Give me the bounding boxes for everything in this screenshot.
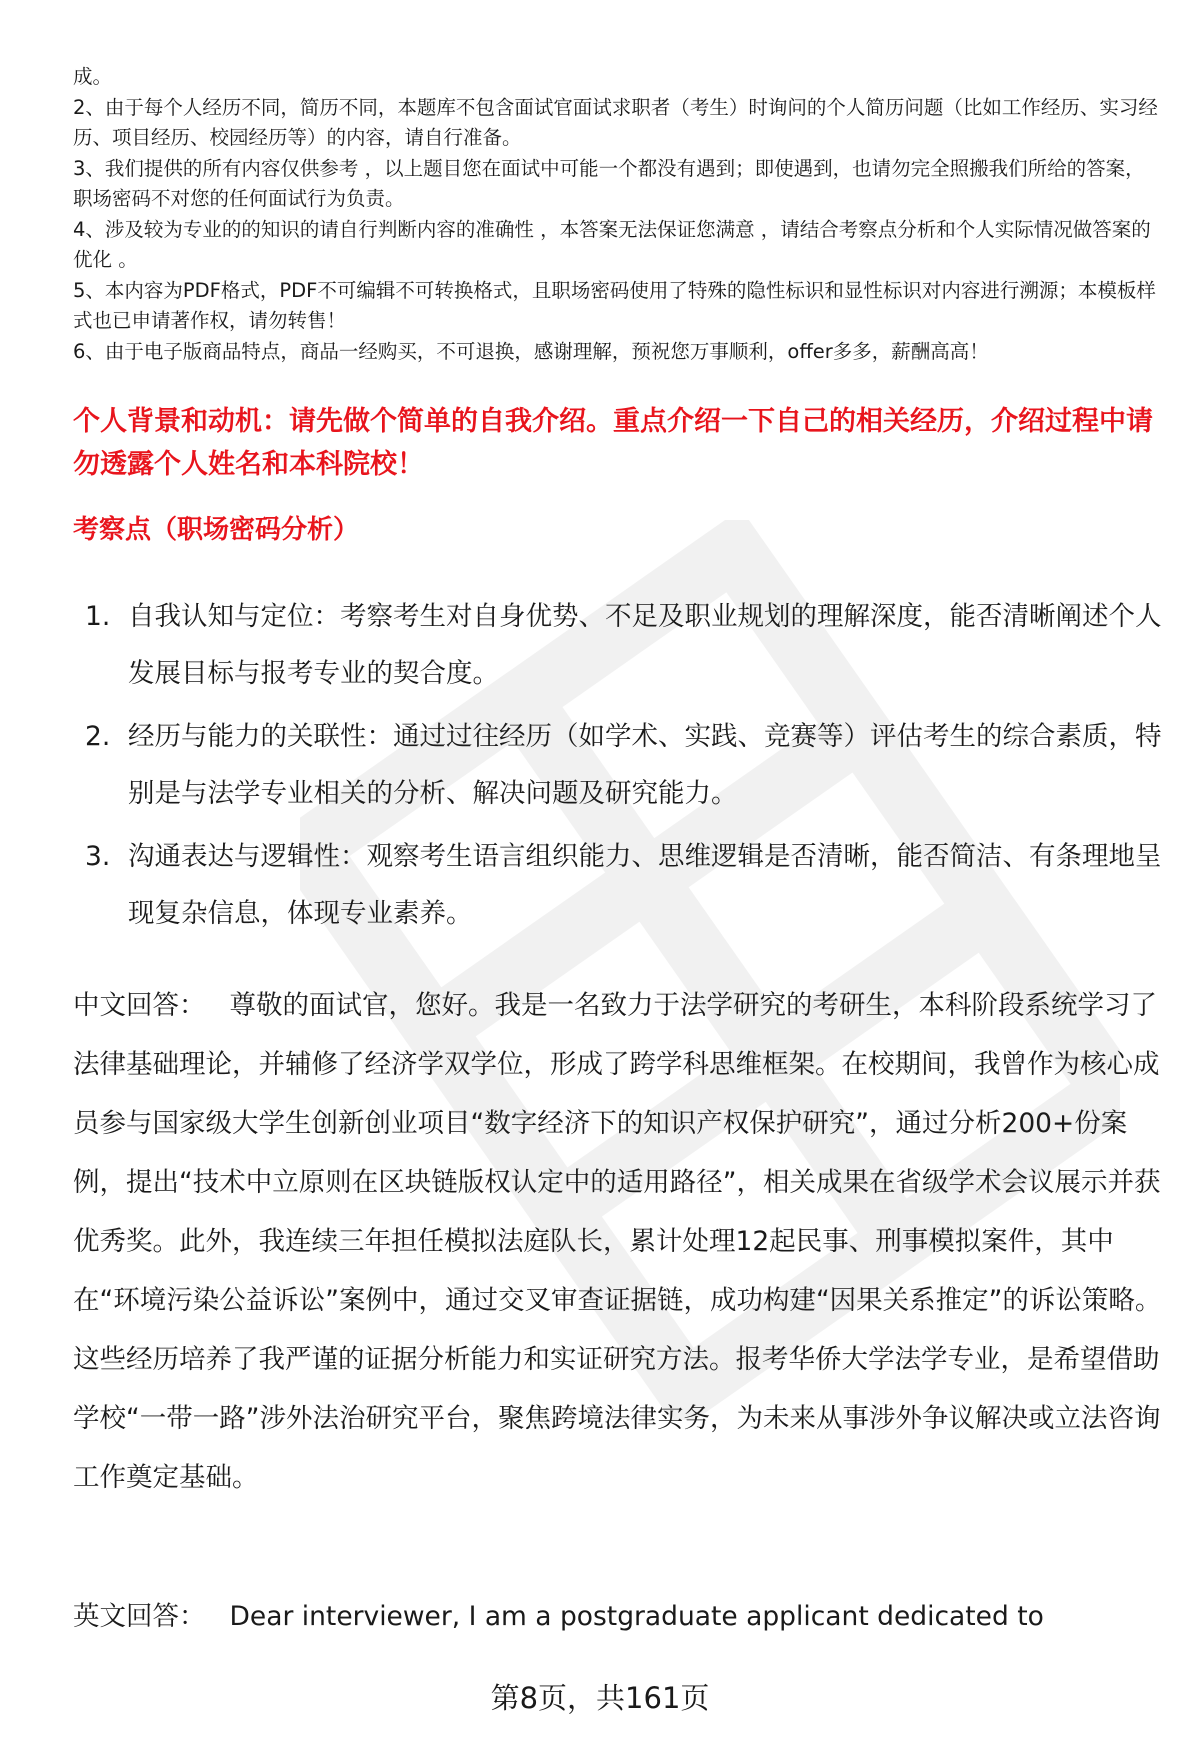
page-number-footer: 第8页，共161页 [490,1681,710,1715]
assessment-point [73,588,1163,702]
point-number: 2. [85,721,111,752]
chinese-answer [73,976,1163,1507]
assessment-point [73,828,1163,942]
disclaimer-notes [73,62,1163,367]
english-answer [73,1596,1163,1638]
english-answer-label: 英文回答： [73,1601,206,1632]
note-line: 6、由于电子版商品特点，商品一经购买，不可退换，感谢理解，预祝您万事顺利，offer多多，薪酬高高！ [73,339,989,363]
note-line: 5、本内容为PDF格式，PDF不可编辑不可转换格式，且职场密码使用了特殊的隐性标识和显性标识对内容进行溯源；本模板样式也已申请著作权，请勿转售！ [73,278,1156,332]
assessment-points-heading: 考察点（职场密码分析） [73,515,360,545]
point-text: 经历与能力的关联性：通过过往经历（如学术、实践、竞赛等）评估考生的综合素质，特别是与法学专业相关的分析、解决问题及研究能力。 [128,721,1162,809]
note-line: 2、由于每个人经历不同，简历不同，本题库不包含面试官面试求职者（考生）时询问的个人简历问题（比如工作经历、实习经历、项目经历、校园经历等）的内容，请自行准备。 [73,95,1158,149]
note-line: 3、我们提供的所有内容仅供参考 ，以上题目您在面试中可能一个都没有遇到；即使遇到，也请勿完全照搬我们所给的答案，职场密码不对您的任何面试行为负责。 [73,156,1145,210]
chinese-answer-label: 中文回答： [73,990,206,1021]
note-line: 4、涉及较为专业的的知识的请自行判断内容的准确性 ，本答案无法保证您满意 ，请结合考察点分析和个人实际情况做答案的优化 。 [73,217,1151,271]
english-answer-text: Dear interviewer, I am a postgraduate applicant dedicated to [229,1601,1044,1632]
point-text: 沟通表达与逻辑性：观察考生语言组织能力、思维逻辑是否清晰，能否简洁、有条理地呈现复杂信息，体现专业素养。 [128,841,1162,929]
point-text: 自我认知与定位：考察考生对自身优势、不足及职业规划的理解深度，能否清晰阐述个人发展目标与报考专业的契合度。 [128,601,1162,689]
point-number: 3. [85,841,111,872]
point-number: 1. [85,601,111,632]
question-title: 个人背景和动机：请先做个简单的自我介绍。重点介绍一下自己的相关经历，介绍过程中请勿透露个人姓名和本科院校！ [73,406,1153,480]
note-line: 成。 [73,65,113,88]
assessment-point [73,708,1163,822]
chinese-answer-text: 尊敬的面试官，您好。我是一名致力于法学研究的考研生，本科阶段系统学习了法律基础理论，并辅修了经济学双学位，形成了跨学科思维框架。在校期间，我曾作为核心成员参与国家级大学生创新创业项目“数字经济下的知识产权保护研究”，通过分析200+份案例，提出“技术中立原则在区块链版权认定中的适用路径”，相关成果在省级学术会议展示并获优秀奖。此外，我连续三年担任模拟法庭队长，累计处理12起民事、刑事模拟案件，其中在“环境污染公益诉讼”案例中，通过交叉审查证据链，成功构建“因果关系推定”的诉讼策略。这些经历培养了我严谨的证据分析能力和实证研究方法。报考华侨大学法学专业，是希望借助学校“一带一路”涉外法治研究平台，聚焦跨境法律实务，为未来从事涉外争议解决或立法咨询工作奠定基础。 [73,990,1162,1493]
assessment-points-list [73,588,1163,948]
